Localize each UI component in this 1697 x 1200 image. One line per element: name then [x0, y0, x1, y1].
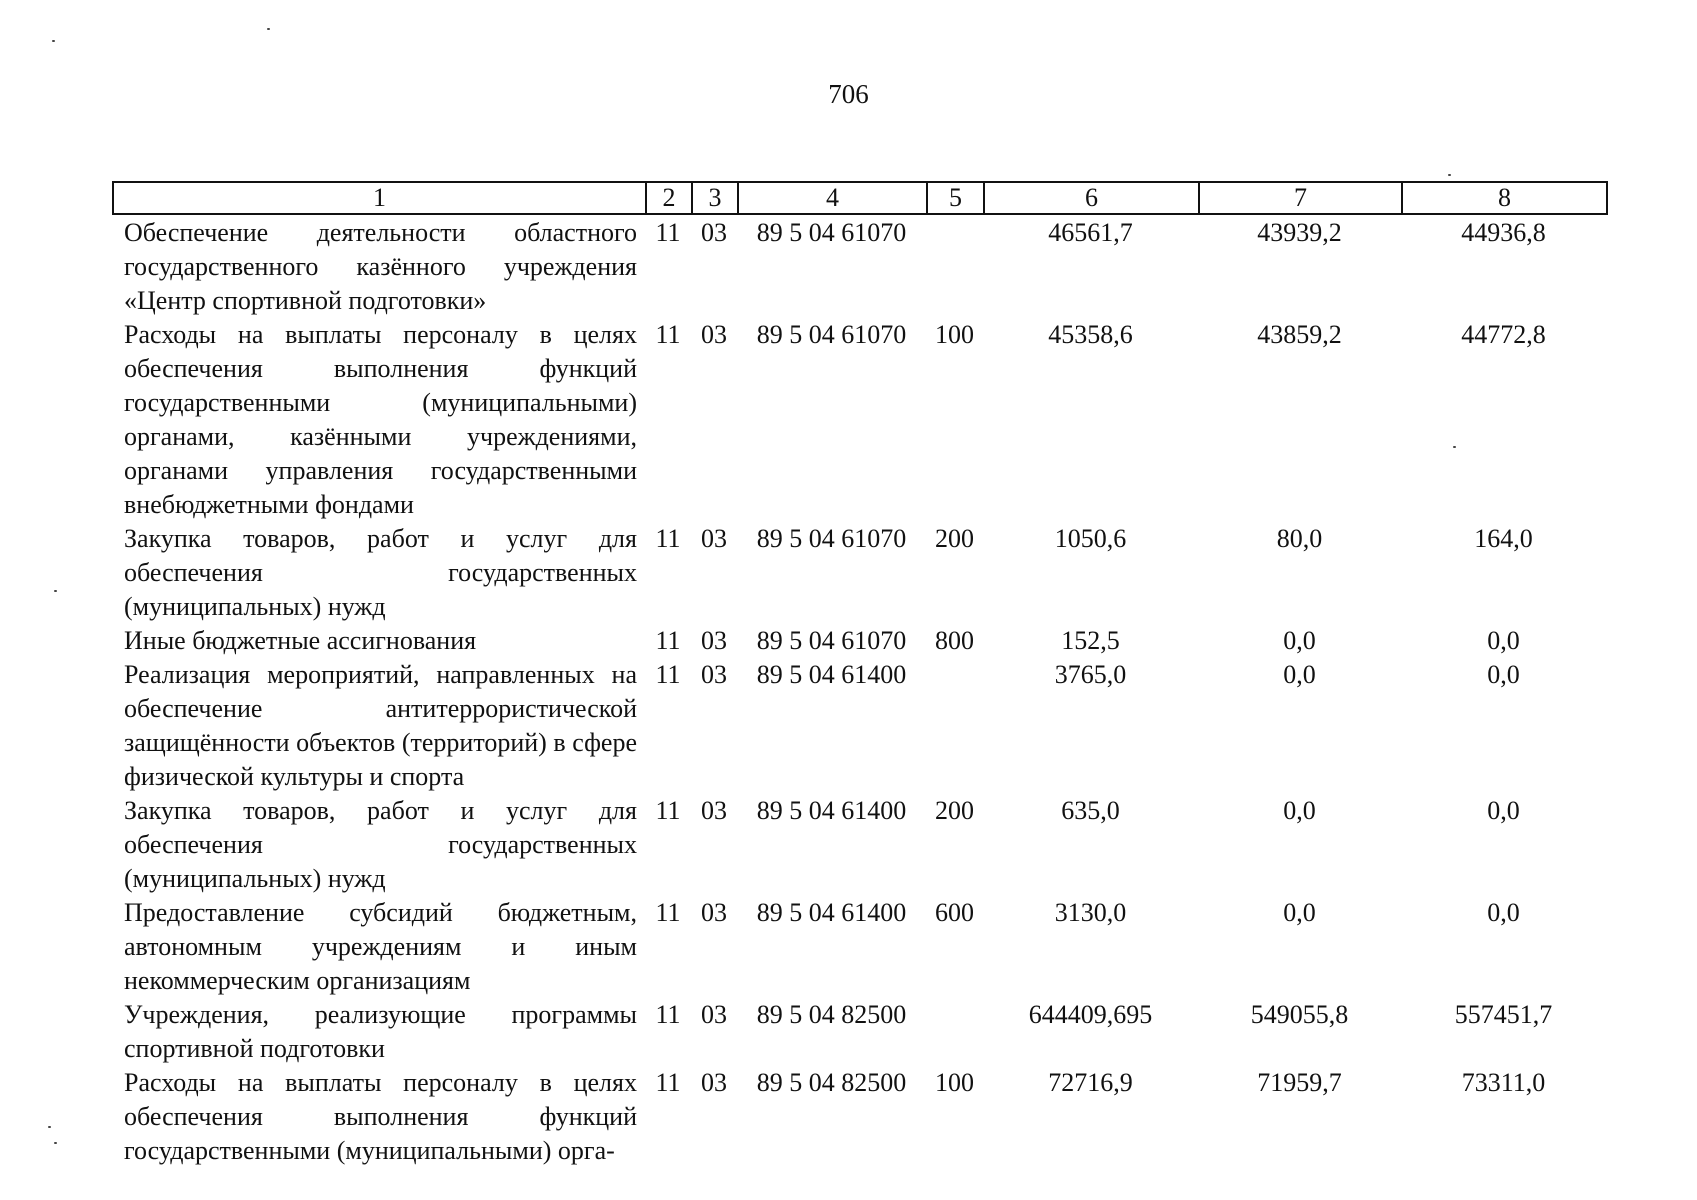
expense-type-code: 200: [935, 796, 974, 825]
scan-speck: [54, 1142, 57, 1144]
amount-col-8: 73311,0: [1461, 1068, 1546, 1097]
target-article-code: 89 5 04 82500: [756, 1000, 907, 1029]
amount-col-7: 0,0: [1283, 626, 1316, 655]
target-article-code: 89 5 04 61400: [756, 898, 907, 927]
target-article-code: 89 5 04 61400: [756, 660, 907, 689]
amount-col-7: 71959,7: [1257, 1068, 1342, 1097]
table-row: [112, 318, 1606, 522]
scan-speck: [52, 40, 55, 42]
expense-type-code: 100: [935, 320, 974, 349]
section-code: 11: [655, 1000, 681, 1029]
table-row: [112, 896, 1606, 998]
expense-type-code: [926, 216, 983, 318]
section-code: 11: [655, 796, 681, 825]
amount-col-8: 0,0: [1487, 626, 1520, 655]
amount-col-8: 164,0: [1474, 524, 1533, 553]
section-code: 11: [655, 320, 681, 349]
scan-speck: [48, 1126, 51, 1128]
section-code: 11: [655, 524, 681, 553]
section-code: 11: [655, 660, 681, 689]
target-article-code: 89 5 04 61070: [756, 320, 907, 349]
amount-col-8: 0,0: [1487, 660, 1520, 689]
section-code: 11: [655, 898, 681, 927]
amount-col-7: 0,0: [1283, 660, 1316, 689]
table-header: [112, 181, 1608, 215]
amount-col-8: 0,0: [1487, 796, 1520, 825]
header-col-7: 7: [1199, 182, 1402, 214]
row-description: Обеспечение деятельности областного государственного казённого учреждения «Центр спортивной подготовки»: [124, 218, 637, 315]
subsection-code: 03: [701, 796, 727, 825]
amount-col-6: 644409,695: [1028, 1000, 1153, 1029]
subsection-code: 03: [701, 1068, 727, 1097]
row-description: Закупка товаров, работ и услуг для обеспечения государственных (муниципальных) нужд: [124, 796, 637, 893]
section-code: 11: [655, 1068, 681, 1097]
subsection-code: 03: [701, 320, 727, 349]
header-col-4: 4: [738, 182, 927, 214]
subsection-code: 03: [701, 1000, 727, 1029]
amount-col-6: 1050,6: [1054, 524, 1127, 553]
expense-type-code: 600: [935, 898, 974, 927]
amount-col-8: 557451,7: [1454, 1000, 1553, 1029]
scan-speck: [1448, 174, 1451, 176]
scan-speck: [54, 590, 57, 592]
scan-speck: [267, 28, 270, 30]
amount-col-8: 44936,8: [1461, 218, 1546, 247]
header-row: [113, 182, 1607, 214]
amount-col-6: 3765,0: [1054, 660, 1127, 689]
row-description: Закупка товаров, работ и услуг для обеспечения государственных (муниципальных) нужд: [124, 524, 637, 621]
header-col-3: 3: [692, 182, 738, 214]
amount-col-7: 43939,2: [1257, 218, 1342, 247]
header-col-5: 5: [927, 182, 984, 214]
table-row: [112, 794, 1606, 896]
table-row: [112, 216, 1606, 318]
row-description: Реализация мероприятий, направленных на обеспечение антитеррористической защищённости объектов (территорий) в сфере физической культуры и спорта: [124, 660, 637, 791]
header-col-8: 8: [1402, 182, 1607, 214]
amount-col-6: 45358,6: [1048, 320, 1133, 349]
row-description: Расходы на выплаты персоналу в целях обеспечения выполнения функций государственными (муниципальными) орга-: [124, 1068, 637, 1165]
header-col-1: 1: [113, 182, 646, 214]
expense-type-code: [926, 658, 983, 794]
table-row: [112, 658, 1606, 794]
amount-col-6: 46561,7: [1048, 218, 1133, 247]
amount-col-8: 44772,8: [1461, 320, 1546, 349]
subsection-code: 03: [701, 218, 727, 247]
table-row: [112, 1066, 1606, 1168]
table-row: [112, 998, 1606, 1066]
target-article-code: 89 5 04 61070: [756, 524, 907, 553]
header-col-2: 2: [646, 182, 692, 214]
expense-type-code: 200: [935, 524, 974, 553]
target-article-code: 89 5 04 61070: [756, 626, 907, 655]
header-col-6: 6: [984, 182, 1199, 214]
expense-type-code: 800: [935, 626, 974, 655]
page-number: 706: [828, 79, 869, 109]
expense-type-code: 100: [935, 1068, 974, 1097]
subsection-code: 03: [701, 524, 727, 553]
row-description: Учреждения, реализующие программы спортивной подготовки: [124, 1000, 637, 1063]
row-description: Предоставление субсидий бюджетным, автономным учреждениям и иным некоммерческим организациям: [124, 898, 637, 995]
expense-type-code: [926, 998, 983, 1066]
amount-col-7: 549055,8: [1250, 1000, 1349, 1029]
amount-col-7: 43859,2: [1257, 320, 1342, 349]
target-article-code: 89 5 04 82500: [756, 1068, 907, 1097]
section-code: 11: [655, 218, 681, 247]
table-row: [112, 624, 1606, 658]
target-article-code: 89 5 04 61400: [756, 796, 907, 825]
amount-col-7: 0,0: [1283, 796, 1316, 825]
amount-col-6: 635,0: [1061, 796, 1120, 825]
amount-col-6: 72716,9: [1048, 1068, 1133, 1097]
table-body: [112, 216, 1606, 1168]
row-description: Расходы на выплаты персоналу в целях обеспечения выполнения функций государственными (муниципальными) органами, казёнными учреждениями, органами управления государственными внебюджетными фондами: [124, 320, 637, 519]
row-description: Иные бюджетные ассигнования: [124, 626, 477, 655]
subsection-code: 03: [701, 898, 727, 927]
amount-col-8: 0,0: [1487, 898, 1520, 927]
subsection-code: 03: [701, 660, 727, 689]
target-article-code: 89 5 04 61070: [756, 218, 907, 247]
table-row: [112, 522, 1606, 624]
amount-col-6: 3130,0: [1054, 898, 1127, 927]
amount-col-7: 0,0: [1283, 898, 1316, 927]
amount-col-7: 80,0: [1276, 524, 1323, 553]
subsection-code: 03: [701, 626, 727, 655]
section-code: 11: [655, 626, 681, 655]
scan-speck: [1453, 446, 1456, 448]
amount-col-6: 152,5: [1061, 626, 1120, 655]
